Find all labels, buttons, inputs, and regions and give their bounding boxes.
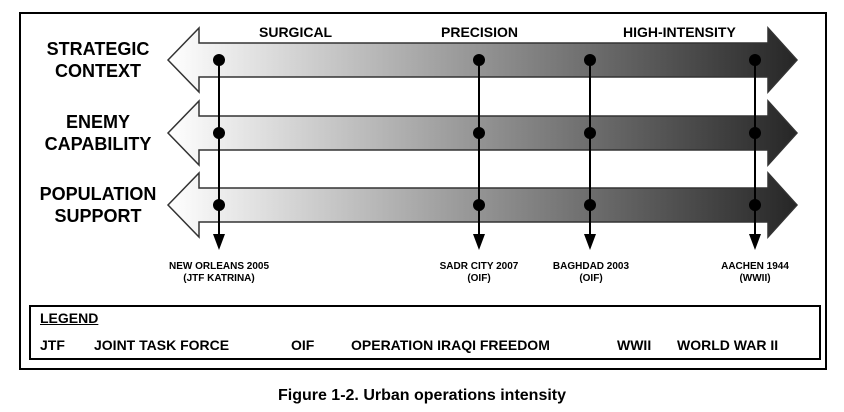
case-label-line: NEW ORLEANS 2005 bbox=[168, 261, 270, 272]
case-dot-1-1 bbox=[213, 54, 225, 66]
legend-meaning-wwii: WORLD WAR II bbox=[677, 337, 779, 353]
case-label-line: (JTF KATRINA) bbox=[183, 273, 255, 284]
case-arrowhead-2 bbox=[473, 234, 485, 250]
legend-abbr-wwii: WWII bbox=[617, 337, 652, 353]
case-dot-2-1 bbox=[473, 54, 485, 66]
case-label-line: AACHEN 1944 bbox=[721, 261, 789, 272]
legend-meaning-oif: OPERATION IRAQI FREEDOM bbox=[351, 337, 550, 353]
case-label-line: (WWII) bbox=[739, 273, 771, 284]
legend-abbr-oif: OIF bbox=[291, 337, 315, 353]
case-dot-2-2 bbox=[473, 127, 485, 139]
row-label-strategic-context bbox=[28, 38, 168, 82]
case-label-line: SADR CITY 2007 bbox=[439, 261, 519, 272]
case-arrowhead-4 bbox=[749, 234, 761, 250]
intensity-label-surgical: SURGICAL bbox=[259, 24, 333, 40]
case-arrowhead-1 bbox=[213, 234, 225, 250]
legend-abbr-jtf: JTF bbox=[40, 337, 65, 353]
case-label-line: (OIF) bbox=[579, 273, 603, 284]
case-dot-4-1 bbox=[749, 54, 761, 66]
case-label-line: BAGHDAD 2003 bbox=[552, 261, 630, 272]
row-label-line: STRATEGIC bbox=[46, 39, 150, 59]
case-dot-3-2 bbox=[584, 127, 596, 139]
row-label-population-support bbox=[28, 183, 168, 227]
case-dot-1-2 bbox=[213, 127, 225, 139]
row-label-line: CONTEXT bbox=[54, 61, 141, 81]
case-dot-3-1 bbox=[584, 54, 596, 66]
case-label-baghdad bbox=[516, 261, 666, 285]
row-label-line: POPULATION bbox=[39, 184, 157, 204]
legend-meaning-jtf: JOINT TASK FORCE bbox=[94, 337, 230, 353]
case-label-line: (OIF) bbox=[467, 273, 491, 284]
legend-box bbox=[29, 305, 821, 360]
case-dot-1-3 bbox=[213, 199, 225, 211]
case-dot-3-3 bbox=[584, 199, 596, 211]
case-label-new-orleans bbox=[144, 261, 294, 285]
intensity-label-precision: PRECISION bbox=[441, 24, 519, 40]
case-dot-2-3 bbox=[473, 199, 485, 211]
case-label-aachen bbox=[680, 261, 830, 285]
legend-title: LEGEND bbox=[40, 310, 99, 326]
case-dot-4-2 bbox=[749, 127, 761, 139]
figure-caption: Figure 1-2. Urban operations intensity bbox=[277, 387, 567, 404]
intensity-label-high-intensity: HIGH-INTENSITY bbox=[623, 24, 736, 40]
case-dot-4-3 bbox=[749, 199, 761, 211]
row-label-enemy-capability bbox=[28, 111, 168, 155]
row-label-line: ENEMY bbox=[65, 112, 130, 132]
row-label-line: CAPABILITY bbox=[44, 134, 152, 154]
row-label-line: SUPPORT bbox=[54, 206, 142, 226]
case-arrowhead-3 bbox=[584, 234, 596, 250]
